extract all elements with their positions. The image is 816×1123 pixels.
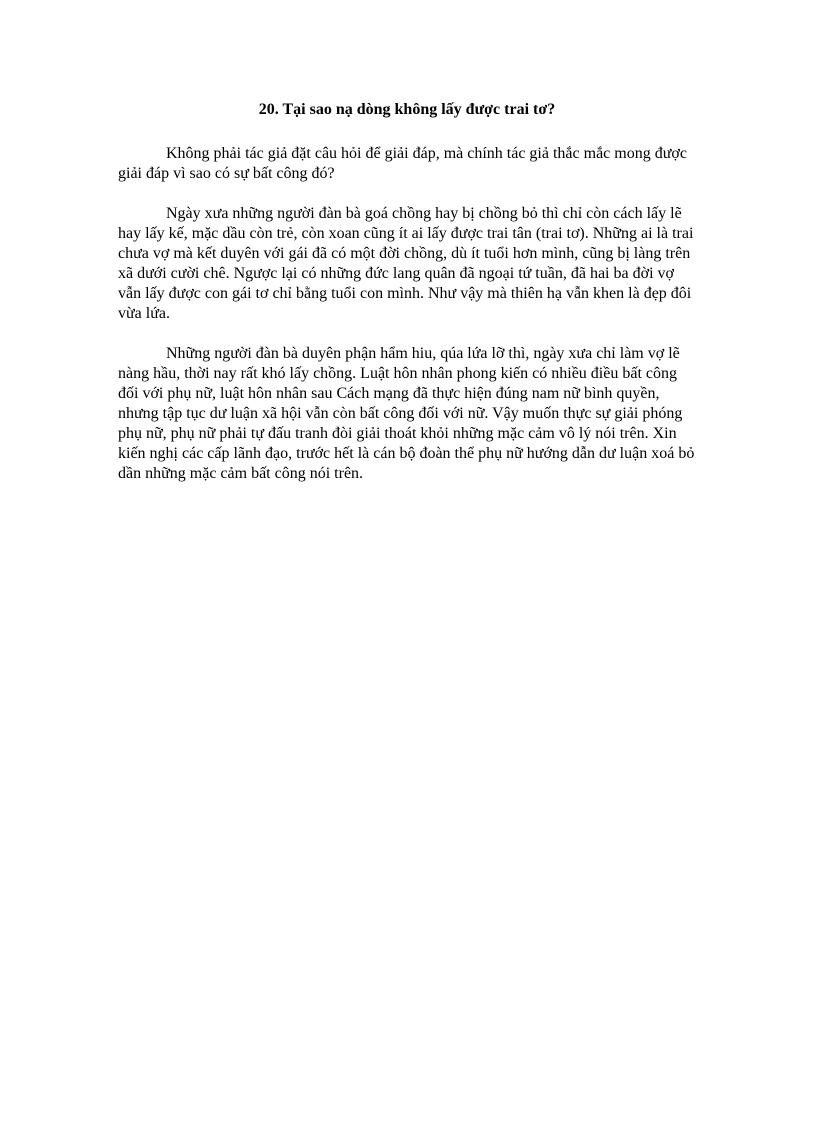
paragraph-3: Những người đàn bà duyên phận hẩm hiu, qúa lứa lỡ thì, ngày xưa chỉ làm vợ lẽ nàng hầu, thời nay rất khó lấy chồng. Luật hôn nhân phong kiến có nhiều điều bất công đối với phụ nữ, luật hôn nhân sau Cách mạng đã thực hiện đúng nam nữ bình quyền, nhưng tập tục dư luận xã hội vẫn còn bất công đối với nữ. Vậy muốn thực sự giải phóng phụ nữ, phụ nữ phải tự đấu tranh đòi giải thoát khỏi những mặc cảm vô lý nói trên. Xin kiến nghị các cấp lãnh đạo, trước hết là cán bộ đoàn thể phụ nữ hướng dẫn dư luận xoá bỏ dần những mặc cảm bất công nói trên. <box>118 345 695 482</box>
document-title: 20. Tại sao nạ dòng không lấy được trai tơ? <box>258 101 556 118</box>
paragraph-1: Không phải tác giả đặt câu hỏi để giải đáp, mà chính tác giả thắc mắc mong được giải đáp vì sao có sự bất công đó? <box>118 145 687 182</box>
document-content <box>118 100 696 504</box>
paragraph-2: Ngày xưa những người đàn bà goá chồng hay bị chồng bỏ thì chỉ còn cách lấy lẽ hay lấy kế, mặc dầu còn trẻ, còn xoan cũng ít ai lấy được trai tân (trai tơ). Những ai là trai chưa vợ mà kết duyên với gái đã có một đời chồng, dù ít tuổi hơn mình, cũng bị làng trên xã dưới cười chê. Ngược lại có những đức lang quân đã ngoại tứ tuần, đã hai ba đời vợ vẫn lấy được con gái tơ chỉ bằng tuổi con mình. Như vậy mà thiên hạ vẫn khen là đẹp đôi vừa lứa. <box>118 205 694 322</box>
